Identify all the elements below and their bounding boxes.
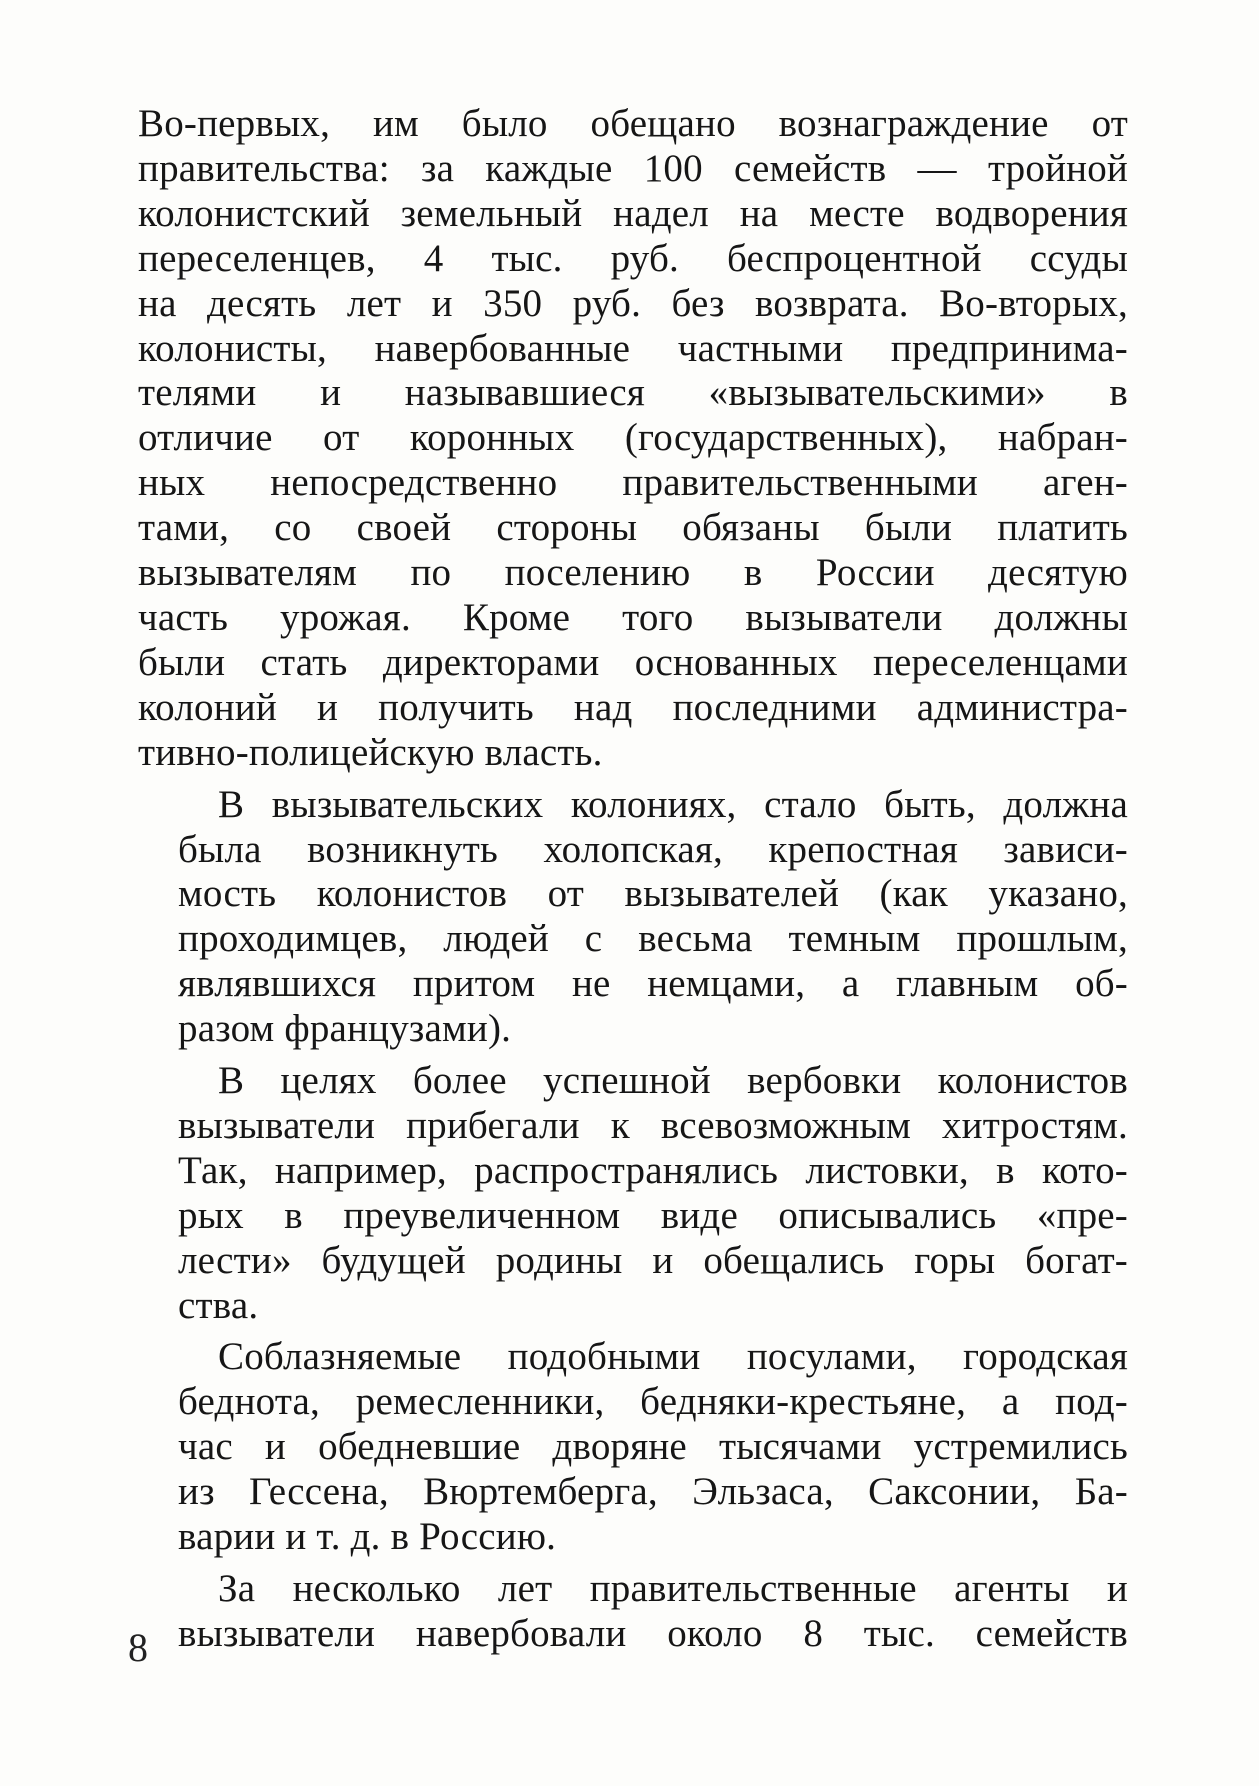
text-line: была возникнуть холопская, крепостная зависи-: [178, 827, 1128, 871]
text-line: вызывателям по поселению в России десятую: [138, 551, 1128, 595]
text-line: телями и называвшиеся «вызывательскими» в: [138, 371, 1128, 415]
text-line: разом французами).: [178, 1007, 512, 1051]
text-line: вызыватели прибегали к всевозможным хитростям.: [178, 1103, 1128, 1147]
text-line: правительства: за каждые 100 семейств — тройной: [138, 146, 1128, 190]
text-line: ства.: [178, 1283, 259, 1327]
text-line: лести» будущей родины и обещались горы богат-: [178, 1238, 1128, 1282]
paragraph-2: [138, 783, 1128, 1052]
text-line: Соблазняемые подобными посулами, городская: [218, 1335, 1128, 1379]
paragraph-1: [138, 102, 1128, 776]
text-line: варии и т. д. в Россию.: [178, 1515, 557, 1559]
text-line: колонисты, навербованные частными предпринима-: [138, 326, 1128, 370]
text-line: колонистский земельный надел на месте водворения: [138, 191, 1128, 235]
text-line: Во-первых, им было обещано вознаграждение от: [138, 102, 1128, 145]
text-line: В целях более успешной вербовки колонистов: [218, 1059, 1128, 1103]
text-line: были стать директорами основанных переселенцами: [138, 640, 1128, 684]
body-text: [138, 102, 1128, 1664]
text-line: тами, со своей стороны обязаны были платить: [138, 506, 1128, 550]
text-line: За несколько лет правительственные агенты и: [218, 1567, 1128, 1610]
text-line: из Гессена, Вюртемберга, Эльзаса, Саксонии, Ба-: [178, 1470, 1128, 1514]
text-line: ных непосредственно правительственными аген-: [138, 461, 1128, 505]
text-line: беднота, ремесленники, бедняки-крестьяне, а под-: [178, 1380, 1128, 1424]
page-number: 8: [128, 1625, 148, 1670]
text-line: В вызывательских колониях, стало быть, должна: [218, 782, 1128, 826]
text-line: отличие от коронных (государственных), набран-: [138, 416, 1128, 460]
text-line: Так, например, распространялись листовки, в кото-: [178, 1148, 1128, 1192]
text-line: проходимцев, людей с весьма темным прошлым,: [178, 917, 1128, 961]
text-line: на десять лет и 350 руб. без возврата. Во-вторых,: [138, 281, 1128, 325]
paragraph-5: [138, 1567, 1128, 1657]
text-line: рых в преувеличенном виде описывались «пре-: [178, 1193, 1128, 1237]
text-line: колоний и получить над последними администра-: [138, 685, 1128, 729]
text-line: мость колонистов от вызывателей (как указано,: [178, 872, 1128, 916]
text-line: переселенцев, 4 тыс. руб. беспроцентной ссуды: [138, 236, 1128, 280]
text-line: час и обедневшие дворяне тысячами устремились: [178, 1425, 1128, 1469]
text-line: часть урожая. Кроме того вызыватели должны: [138, 595, 1128, 639]
text-line: тивно-полицейскую власть.: [138, 730, 603, 774]
text-line: являвшихся притом не немцами, а главным об-: [178, 962, 1128, 1006]
paragraph-4: [138, 1335, 1128, 1560]
text-line: вызыватели навербовали около 8 тыс. семейств: [178, 1611, 1128, 1655]
paragraph-3: [138, 1059, 1128, 1328]
